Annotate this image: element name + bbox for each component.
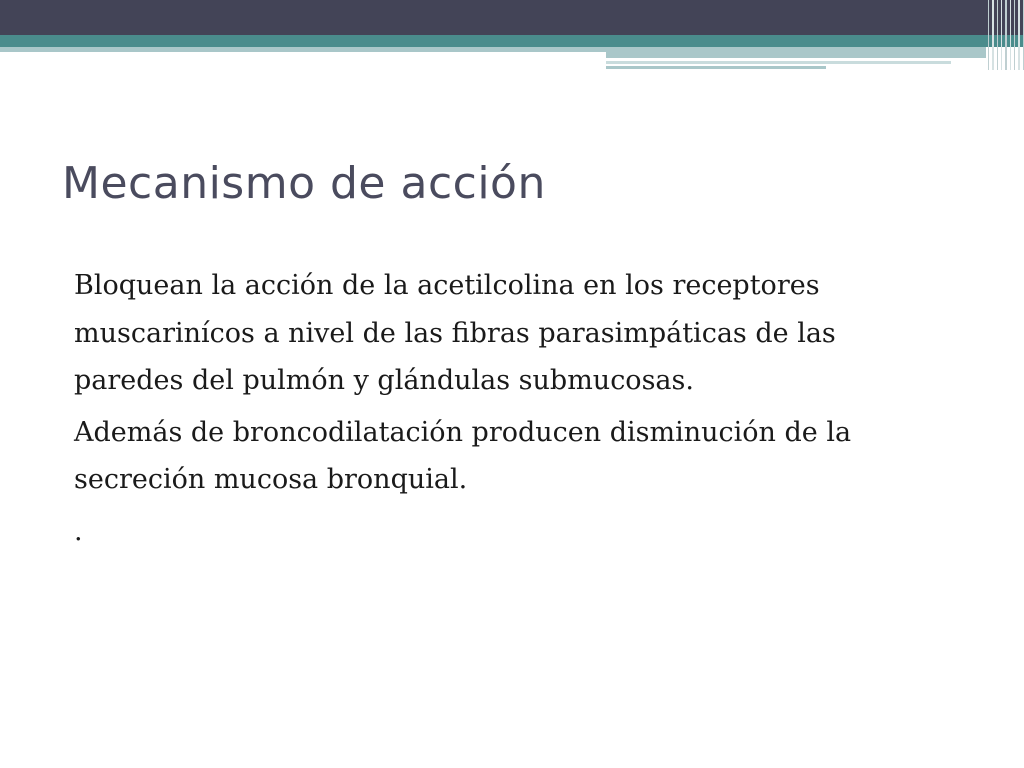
header-line-short	[606, 66, 826, 69]
header-band-teal	[0, 35, 1024, 47]
slide-title: Mecanismo de acción	[62, 158, 546, 209]
header-stripes-decoration	[988, 0, 1024, 70]
header-band-light-right	[606, 47, 986, 58]
body-paragraph-period: .	[74, 515, 83, 547]
header-band-light-left	[0, 47, 606, 52]
header-line-thin	[606, 61, 951, 64]
body-paragraph-effects: Además de broncodilatación producen disminución de la secreción mucosa bronquial.	[74, 416, 852, 495]
body-paragraph-mechanism: Bloquean la acción de la acetilcolina en los receptores muscarinícos a nivel de las fibras parasimpáticas de las paredes del pulmón y glándulas submucosas.	[74, 270, 836, 396]
slide-body	[74, 262, 944, 559]
header-band-dark	[0, 0, 1024, 35]
